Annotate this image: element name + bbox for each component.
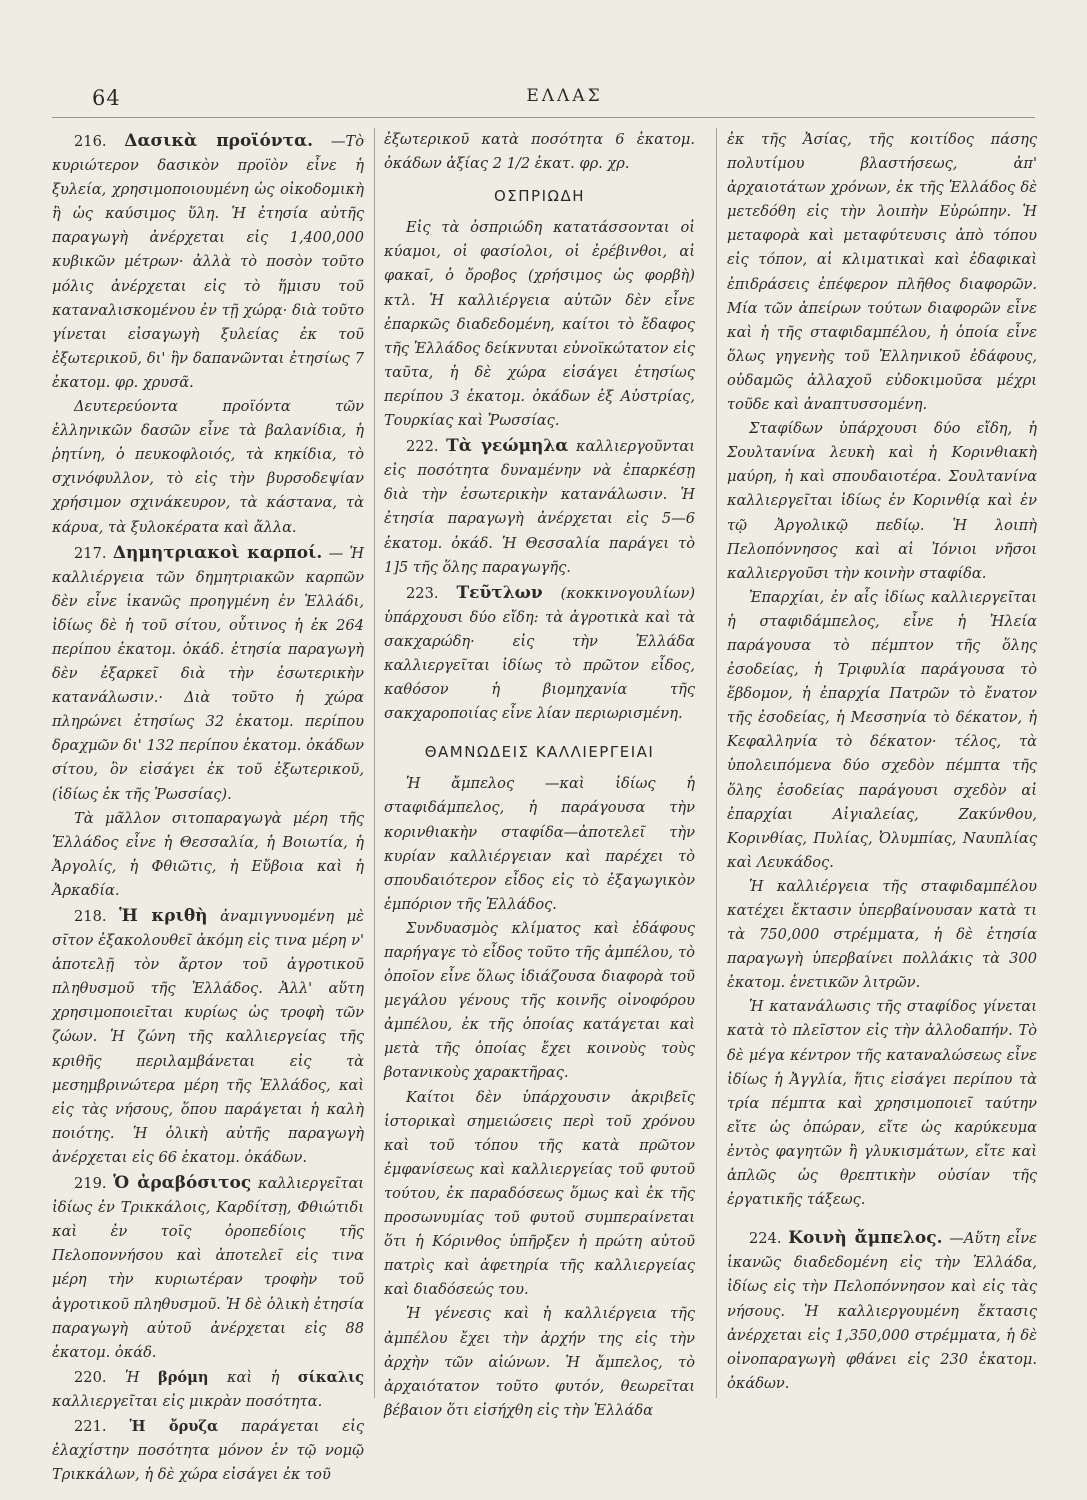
- section-text: καὶ ἡ: [226, 1368, 280, 1386]
- paragraph: ἐκ τῆς Ἀσίας, τῆς κοιτίδος πάσης πολυτίμου βλαστήσεως, ἀπ' ἀρχαιοτάτων χρόνων, ἐκ τῆς Ἑλλάδος δὲ μετεδόθη εἰς τὴν λοιπὴν Εὐρώπην. Ἡ μεταφορὰ καὶ μεταφύτευσις ἀπὸ τόπου εἰς τόπον, αἱ κλιματικαὶ καὶ ἐδαφικαὶ ἐπιδράσεις ἐπέφερον πλῆθος διαφορῶν. Μία τῶν ἀπείρων τούτων διαφορῶν εἶνε καὶ ἡ τῆς σταφιδαμπέλου, ἡ ὁποία εἶνε ὅλως γηγενὴς τοῦ Ἑλληνικοῦ ἐδάφους, οὐδαμῶς ἀλλαχοῦ εὐδοκιμοῦσα μέχρι τοῦδε καὶ ἀναπτυσσομένη.: [727, 131, 1037, 414]
- section-title: Δημητριακοὶ καρποί.: [112, 542, 323, 563]
- paragraph: Ἡ κατανάλωσις τῆς σταφίδος γίνεται κατὰ τὸ πλεῖστον εἰς τὴν ἀλλοδαπήν. Τὸ δὲ μέγα κέντρον τῆς καταναλώσεως εἶνε ἰδίως ἡ Ἀγγλία, ἥτις εἰσάγει περίπου τὰ τρία πέμπτα καὶ χρησιμοποιεῖ ταύτην εἴτε ὡς ὀπώραν, εἴτε ὡς καρύκευμα ἐντὸς φαγητῶν ἢ γλυκισμάτων, εἴτε καὶ ἁπλῶς ὡς θρεπτικὴν οὐσίαν τῆς ἐργατικῆς τάξεως.: [727, 998, 1037, 1209]
- paragraph: Συνδυασμὸς κλίματος καὶ ἐδάφους παρήγαγε τὸ εἶδος τοῦτο τῆς ἀμπέλου, τὸ ὁποῖον εἶνε ὅλως ἰδιάζουσα διαφορὰ τοῦ μεγάλου γένους τῆς κοινῆς οἰνοφόρου ἀμπέλου, ἐκ τῆς ὁποίας κατάγεται καὶ μετὰ τῆς ὁποίας ἔχει κοινοὺς τοὺς βοτανικοὺς χαρακτῆρας.: [384, 919, 695, 1082]
- section-text: Ἡ: [125, 1368, 140, 1386]
- section-216: [52, 129, 364, 395]
- section-title: Κοινὴ ἄμπελος.: [788, 1228, 943, 1249]
- section-title: σίκαλις: [297, 1368, 365, 1386]
- section-text: καλλιεργοῦνται εἰς ποσότητα δυναμένην νὰ ἐπαρκέσῃ διὰ τὴν ἐσωτερικὴν κατανάλωσιν. Ἡ ἐτησία παραγωγὴ ἀνέρχεται εἰς 5—6 ἑκατομ. ὀκάδ. Ἡ Θεσσαλία παράγει τὸ 1]5 τῆς ὅλης παραγωγῆς.: [384, 438, 695, 576]
- paragraph: Ἡ γένεσις καὶ ἡ καλλιέργεια τῆς ἀμπέλου ἔχει τὴν ἀρχήν της εἰς τὴν ἀρχὴν τῶν αἰώνων. Ἡ ἄμπελος, τὸ ἀρχαιότατον τοῦτο φυτόν, θεωρεῖται βέβαιον ὅτι εἰσήχθη εἰς τὴν Ἑλλάδα: [384, 1305, 695, 1419]
- section-text: — Ἡ καλλιέργεια τῶν δημητριακῶν καρπῶν δὲν εἶνε ἱκανῶς προηγμένη ἐν Ἑλλάδι, ἰδίως δὲ ἡ τοῦ σίτου, οὗτινος ἡ ἐκ 264 περίπου ἑκατομ. ὀκάδ. ἐτησία παραγωγὴ δὲν ἐξαρκεῖ διὰ τὴν ἐσωτερικὴν κατανάλωσιν.· Διὰ τοῦτο ἡ χώρα πληρώνει ἐτησίως 32 ἑκατομ. περίπου δραχμῶν δι' 132 περίπου ἑκατομ. ὀκάδων σίτου, ὃν εἰσάγει ἐκ τοῦ ἐξωτερικοῦ, (ἰδίως ἐκ τῆς Ῥωσσίας).: [52, 544, 364, 803]
- paragraph: Ἡ ἄμπελος —καὶ ἰδίως ἡ σταφιδάμπελος, ἡ παράγουσα τὴν κορινθιακὴν σταφίδα—ἀποτελεῖ τὴν κυρίαν καλλιέργειαν καὶ παρέχει τὸ σπουδαιότερον εἶδος εἰς τὸ ἐξαγωγικὸν ἐμπόριον τῆς Ἑλλάδος.: [384, 775, 695, 913]
- section-218: [52, 904, 364, 1170]
- section-title: Δασικὰ προϊόντα.: [124, 131, 314, 151]
- section-number: 219.: [74, 1175, 107, 1193]
- column-divider-2: [716, 128, 717, 1398]
- section-title: Τεῦτλων: [456, 582, 543, 603]
- section-222: [384, 434, 695, 580]
- section-number: 217.: [74, 544, 107, 562]
- running-title: ΕΛΛΑΣ: [526, 86, 603, 106]
- section-224: [727, 1226, 1037, 1396]
- paragraph: Εἰς τὰ ὀσπριώδη κατατάσσονται οἱ κύαμοι, οἱ φασίολοι, οἱ ἐρέβινθοι, αἱ φακαῖ, ὁ ὄροβος (χρήσιμος ὡς φορβὴ) κτλ. Ἡ καλλιέργεια αὐτῶν δὲν εἶνε ἐπαρκῶς διαδεδομένη, καίτοι τὸ ἔδαφος τῆς Ἑλλάδος δείκνυται εὐνοϊκώτατον εἰς ταῦτα, ἡ δὲ χώρα εἰσάγει ἐτησίως περίπου 3 ἑκατομ. ὀκάδων ἐξ Αὐστρίας, Τουρκίας καὶ Ῥωσσίας.: [384, 219, 695, 430]
- section-title: Ἡ κριθὴ: [119, 906, 208, 926]
- section-number: 216.: [74, 133, 107, 150]
- section-title: Τὰ γεώμηλα: [446, 436, 569, 457]
- section-heading-ospriodi: ΟΣΠΡΙΩΔΗ: [493, 187, 586, 206]
- column-1: [52, 128, 365, 1484]
- section-title: Ἡ ὄρυζα: [129, 1417, 219, 1435]
- section-number: 222.: [406, 438, 439, 456]
- section-text: (κοκκινογουλίων) ὑπάρχουσι δύο εἴδη: τὰ ἀγροτικὰ καὶ τὰ σακχαρώδη· εἰς τὴν Ἑλλάδα καλλιεργεῖται ἰδίως τὸ πρῶτον εἶδος, καθόσον ἡ βιομηχανία τῆς σακχαροποιίας εἶνε λίαν περιωρισμένη.: [384, 584, 696, 723]
- column-divider-1: [374, 128, 375, 1398]
- header-rule: [52, 117, 1035, 118]
- paragraph: Ἡ καλλιέργεια τῆς σταφιδαμπέλου κατέχει ἔκτασιν ὑπερβαίνουσαν κατὰ τι τὰ 750,000 στρέμματα, ἡ δὲ ἐτησία παραγωγὴ ὑπερβαίνει πολλάκις τὰ 300 ἑκατομ. ἑνετικῶν λιτρῶν.: [727, 877, 1037, 992]
- column-3: [727, 128, 1037, 1468]
- section-text: —Αὕτη εἶνε ἱκανῶς διαδεδομένη εἰς τὴν Ἑλλάδα, ἰδίως εἰς τὴν Πελοπόννησον καὶ εἰς τὰς νήσους. Ἡ καλλιεργουμένη ἔκτασις ἀνέρχεται εἰς 1,350,000 στρέμματα, ἡ δὲ οἰνοπαραγωγὴ φθάνει εἰς 230 ἑκατομ. ὀκάδων.: [727, 1230, 1037, 1392]
- section-text: ἀναμιγνυομένη μὲ σῖτον ἐξακολουθεῖ ἀκόμη εἰς τινα μέρη ν' ἀποτελῇ τὸν ἄρτον τοῦ ἀγροτικοῦ πληθυσμοῦ τῆς Ἑλλάδος. Ἀλλ' αὕτη χρησιμοποιεῖται κυρίως ὡς τροφὴ τῶν ζώων. Ἡ ζώνη τῆς καλλιεργείας τῆς κριθῆς περιλαμβάνεται εἰς τὰ μεσημβρινώτερα μέρη τῆς Ἑλλάδος, καὶ εἰς τὰς νήσους, ὅπου παράγεται ἡ καλὴ ποιότης. Ἡ ὁλικὴ αὐτῆς παραγωγὴ ἀνέρχεται εἰς 66 ἑκατομ. ὀκάδων.: [52, 908, 365, 1166]
- page-number: 64: [92, 86, 121, 110]
- section-217: [52, 541, 364, 807]
- paragraph: Τὰ μᾶλλον σιτοπαραγωγὰ μέρη τῆς Ἑλλάδος εἶνε ἡ Θεσσαλία, ἡ Βοιωτία, ἡ Ἀργολίς, ἡ Φθιῶτις, ἡ Εὔβοια καὶ ἡ Ἀρκαδία.: [52, 809, 364, 899]
- section-223: [384, 581, 695, 727]
- paragraph: Σταφίδων ὑπάρχουσι δύο εἴδη, ἡ Σουλτανίνα λευκὴ καὶ ἡ Κορινθιακὴ μαύρη, ἡ καὶ σπουδαιοτέρα. Σουλτανίνα καλλιεργεῖται ἰδίως ἐν Κορινθίᾳ καὶ ἐν τῷ Ἀργολικῷ πεδίῳ. Ἡ λοιπὴ Πελοπόννησος καὶ αἱ Ἰόνιοι νῆσοι καλλιεργοῦσι τὴν κοινὴν σταφίδα.: [727, 420, 1037, 582]
- section-number: 224.: [749, 1230, 782, 1248]
- section-number: 218.: [74, 908, 107, 925]
- section-text: καλλιεργεῖται εἰς μικρὰν ποσότητα.: [52, 1392, 323, 1410]
- section-title: βρόμη: [158, 1368, 209, 1386]
- section-219: [52, 1171, 364, 1365]
- paragraph: ἐξωτερικοῦ κατὰ ποσότητα 6 ἑκατομ. ὀκάδων ἀξίας 2 1/2 ἑκατ. φρ. χρ.: [384, 131, 695, 173]
- paragraph: Καίτοι δὲν ὑπάρχουσιν ἀκριβεῖς ἱστορικαὶ σημειώσεις περὶ τοῦ χρόνου καὶ τοῦ τόπου τῆς κατὰ πρῶτον ἐμφανίσεως καὶ καλλιεργείας τοῦ φυτοῦ τούτου, ἐκ παραδόσεως ὅμως καὶ ἐκ τῆς προσωνυμίας τοῦ φυτοῦ συμπεραίνεται ὅτι ἡ Κόρινθος ὑπῆρξεν ἡ πρώτη αὐτοῦ πατρὶς καὶ ἀφετηρία τῆς καλλιεργείας καὶ διαδόσεώς του.: [384, 1088, 695, 1299]
- section-heading-thamnodeis: ΘΑΜΝΩΔΕΙΣ ΚΑΛΛΙΕΡΓΕΙΑΙ: [424, 743, 655, 762]
- page-header: [92, 86, 1037, 116]
- paragraph: Δευτερεύοντα προϊόντα τῶν ἑλληνικῶν δασῶν εἶνε τὰ βαλανίδια, ἡ ῥητίνη, ὁ πευκοφλοιός, τὰ κηκίδια, τὸ σχινόφυλλον, τὸ εἰς τὴν βυρσοδεψίαν χρήσιμον σχινάκευρον, τὰ κάστανα, τὰ κάρυα, τὰ ξυλοκέρατα καὶ ἄλλα.: [52, 398, 364, 536]
- section-text: —Τὸ κυριώτερον δασικὸν προϊὸν εἶνε ἡ ξυλεία, χρησιμοποιουμένη ὡς οἰκοδομικὴ ἢ ὡς καύσιμος ὕλη. Ἡ ἐτησία αὐτῆς παραγωγὴ ἀνέρχεται εἰς 1,400,000 κυβικῶν μέτρων· ἀλλὰ τὸ ποσὸν τοῦτο μόλις ἀνέρχεται εἰς τὸ ἥμισυ τοῦ καταναλισκομένου ἐν τῇ χώρᾳ· διὰ τοῦτο γίνεται εἰσαγωγὴ ξυλείας ἐκ τοῦ ἐξωτερικοῦ, δι' ἣν δαπανῶνται ἐτησίως 7 ἑκατομ. φρ. χρυσᾶ.: [52, 133, 364, 391]
- section-number: 221.: [74, 1417, 107, 1435]
- column-2: [384, 128, 695, 1468]
- section-number: 223.: [406, 584, 439, 602]
- paragraph: Ἐπαρχίαι, ἐν αἷς ἰδίως καλλιεργεῖται ἡ σταφιδάμπελος, εἶνε ἡ Ἠλεία παράγουσα τὸ πέμπτον τῆς ὅλης ἐσοδείας, ἡ Τριφυλία παράγουσα τὸ ἕβδομον, ἡ ἐπαρχία Πατρῶν τὸ ἔνατον τῆς ἐσοδείας, ἡ Μεσσηνία τὸ δέκατον, ἡ Κεφαλληνία τὸ δέκατον· τέλος, τὰ ὑπολειπόμενα δύο σχεδὸν πέμπτα τῆς ὅλης ἐσοδείας παράγουσι σχεδὸν αἱ ἐπαρχίαι Αἰγιαλείας, Ζακύνθου, Κορινθίας, Πυλίας, Ὀλυμπίας, Ναυπλίας καὶ Λευκάδος.: [727, 588, 1037, 871]
- section-title: Ὁ ἀραβόσιτος: [113, 1173, 252, 1194]
- section-text: παράγεται εἰς ἐλαχίστην ποσότητα μόνον ἐν τῷ νομῷ Τρικκάλων, ἡ δὲ χώρα εἰσάγει ἐκ τοῦ: [52, 1417, 365, 1484]
- section-text: καλλιεργεῖται ἰδίως ἐν Τρικκάλοις, Καρδίτσῃ, Φθιώτιδι καὶ ἐν τοῖς ὀροπεδίοις τῆς Πελοποννήσου καὶ ἀποτελεῖ εἰς τινα μέρη τὴν κυριωτέραν τροφὴν τοῦ ἀγροτικοῦ πληθυσμοῦ. Ἡ δὲ ὁλικὴ ἐτησία παραγωγὴ αὐτοῦ ἀνέρχεται εἰς 88 ἑκατομ. ὀκάδ.: [52, 1175, 365, 1361]
- section-220: [52, 1366, 364, 1414]
- section-221: [52, 1415, 364, 1487]
- section-number: 220.: [74, 1368, 107, 1386]
